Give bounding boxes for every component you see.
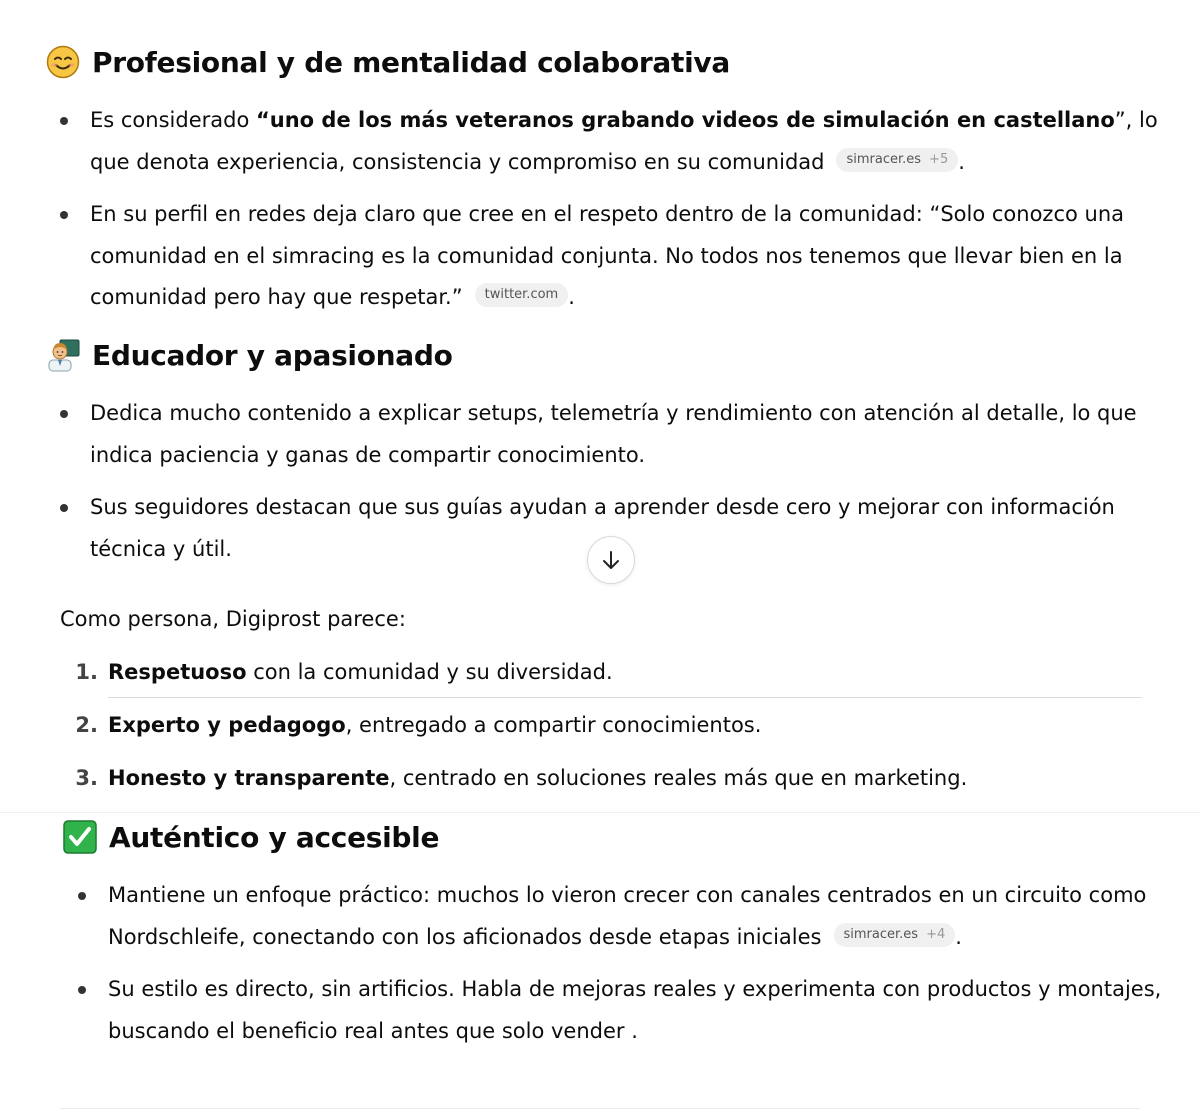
list-item: [75, 646, 1148, 699]
bullet-bold-text: “uno de los más veteranos grabando videos de simulación en castellano: [255, 108, 1115, 132]
source-pill-twitter[interactable]: [475, 283, 569, 307]
list-item: [90, 393, 1190, 476]
bullet-list-autentico: [108, 875, 1168, 1063]
list-number: 1.: [75, 660, 98, 684]
bullet-end: .: [958, 149, 965, 174]
bullet-text: Es considerado: [90, 108, 256, 132]
source-more-count: +5: [929, 151, 949, 167]
item-text: , centrado en soluciones reales más que en marketing.: [389, 766, 968, 790]
list-item: [75, 699, 1148, 752]
smiling-face-icon: [46, 45, 80, 79]
bullet-text: Su estilo es directo, sin artificios. Habla de mejoras reales y experimenta con productos y montajes, buscando el beneficio real antes que solo vender .: [108, 977, 1162, 1043]
bullet-text: Sus seguidores destacan que sus guías ayudan a aprender desde cero y mejorar con información técnica y útil.: [90, 495, 1115, 561]
list-item: [90, 100, 1180, 183]
source-label: simracer.es: [843, 926, 919, 942]
bullet-end: .: [568, 285, 575, 309]
bullet-text: Dedica mucho contenido a explicar setups, telemetría y rendimiento con atención al detalle, lo que indica paciencia y ganas de compartir conocimiento.: [90, 401, 1137, 467]
bullet-text: Mantiene un enfoque práctico: muchos lo vieron crecer con canales centrados en un circuito como Nordschleife, conectando con los aficionados desde etapas iniciales: [108, 883, 1147, 949]
item-text: con la comunidad y su diversidad.: [246, 660, 613, 684]
section-title-autentico: [63, 820, 439, 854]
arrow-down-icon: [600, 549, 622, 571]
item-text: , entregado a compartir conocimientos.: [345, 713, 762, 737]
item-bold-text: Experto y pedagogo: [108, 713, 346, 737]
divider: [108, 697, 1142, 698]
list-item: [90, 194, 1180, 319]
scroll-down-button[interactable]: [587, 536, 635, 584]
summary-intro: Como persona, Digiprost parece:: [60, 607, 406, 631]
section-title-profesional: [46, 45, 730, 79]
section-title-text: Educador y apasionado: [92, 338, 453, 372]
divider: [0, 812, 1200, 813]
bullet-list-profesional: [90, 100, 1180, 330]
item-bold-text: Honesto y transparente: [108, 766, 390, 790]
bullet-text: En su perfil en redes deja claro que cree en el respeto dentro de la comunidad: “Solo conozco una comunidad en el simracing es la comunidad conjunta. No todos nos tenemos que llevar bien en la comunidad pero hay que respetar.”: [90, 202, 1125, 309]
source-label: simracer.es: [846, 151, 922, 167]
source-pill-simracer[interactable]: [836, 148, 958, 172]
list-item: [108, 875, 1168, 958]
bullet-text: ”, lo que denota experiencia, consistencia y compromiso en su comunidad: [90, 108, 1158, 174]
list-item: [75, 752, 1148, 805]
summary-list: [75, 646, 1148, 805]
source-more-count: +4: [926, 926, 946, 942]
source-pill-simracer[interactable]: [834, 923, 956, 947]
teacher-icon: [46, 338, 80, 372]
item-bold-text: Respetuoso: [108, 660, 247, 684]
section-title-text: Profesional y de mentalidad colaborativa: [92, 45, 730, 79]
list-number: 3.: [75, 766, 98, 790]
section-title-text: Auténtico y accesible: [109, 820, 440, 854]
list-item: [108, 969, 1168, 1052]
bullet-list-educador: [90, 393, 1190, 581]
list-item: [90, 487, 1190, 570]
check-mark-icon: [63, 820, 97, 854]
source-label: twitter.com: [484, 287, 559, 302]
section-title-educador: [46, 338, 453, 372]
divider: [60, 1108, 1140, 1109]
list-number: 2.: [75, 713, 98, 737]
bullet-end: .: [955, 924, 962, 949]
